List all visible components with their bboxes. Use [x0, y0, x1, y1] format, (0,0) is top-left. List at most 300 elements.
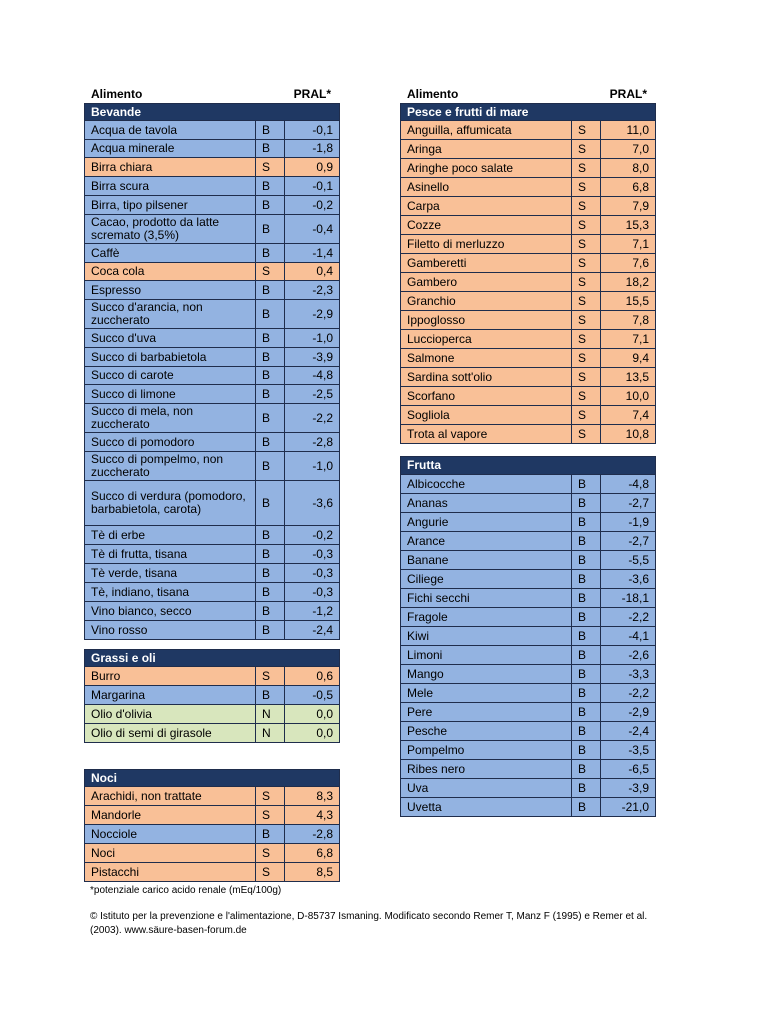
category-code: S [572, 197, 601, 216]
food-name: Caffè [85, 244, 256, 263]
table-row [401, 425, 656, 444]
pral-value: -0,1 [285, 177, 340, 196]
category-code: B [256, 452, 285, 481]
table-row [85, 686, 340, 705]
food-name: Burro [85, 667, 256, 686]
category-code: S [572, 387, 601, 406]
table-row [401, 665, 656, 684]
food-name: Ribes nero [401, 760, 572, 779]
pral-value: 6,8 [601, 178, 656, 197]
pral-value: 0,6 [285, 667, 340, 686]
table-row [401, 311, 656, 330]
category-code: S [572, 349, 601, 368]
table-row [401, 741, 656, 760]
footnote: *potenziale carico acido renale (mEq/100g) [90, 885, 282, 896]
category-code: B [572, 703, 601, 722]
pral-value: 8,5 [285, 863, 340, 882]
food-name: Scorfano [401, 387, 572, 406]
category-code: B [572, 760, 601, 779]
food-name: Pistacchi [85, 863, 256, 882]
category-code: B [572, 722, 601, 741]
table-row [401, 532, 656, 551]
category-code: N [256, 724, 285, 743]
pral-value: 10,0 [601, 387, 656, 406]
category-code: S [572, 330, 601, 349]
table-row [85, 215, 340, 244]
pral-value: -2,9 [601, 703, 656, 722]
food-name: Acqua de tavola [85, 121, 256, 140]
table-row [401, 216, 656, 235]
category-code: B [256, 433, 285, 452]
category-code: B [256, 385, 285, 404]
food-name: Tè verde, tisana [85, 564, 256, 583]
frutta-table [400, 456, 656, 817]
food-name: Acqua minerale [85, 140, 256, 158]
category-code: B [256, 526, 285, 545]
food-name: Succo di limone [85, 385, 256, 404]
food-name: Vino bianco, secco [85, 602, 256, 621]
pral-value: 10,8 [601, 425, 656, 444]
category-code: B [256, 281, 285, 300]
food-name: Carpa [401, 197, 572, 216]
table-row [85, 385, 340, 404]
table-row [85, 787, 340, 806]
food-name: Ciliege [401, 570, 572, 589]
pral-value: -4,1 [601, 627, 656, 646]
pral-column-label: PRAL* [609, 87, 647, 101]
pral-value: 9,4 [601, 349, 656, 368]
section-header [85, 770, 340, 787]
pesce-pral-table [400, 103, 656, 444]
food-name: Mele [401, 684, 572, 703]
category-code: B [572, 513, 601, 532]
food-name: Angurie [401, 513, 572, 532]
section-title: Grassi e oli [85, 650, 340, 667]
category-code: B [572, 608, 601, 627]
table-row [85, 806, 340, 825]
food-name: Birra chiara [85, 158, 256, 177]
category-code: B [572, 646, 601, 665]
table-row [401, 475, 656, 494]
food-name: Succo di carote [85, 367, 256, 385]
category-code: S [572, 216, 601, 235]
food-name: Olio d'olivia [85, 705, 256, 724]
pral-value: -3,9 [285, 348, 340, 367]
food-name: Succo di pompelmo, non zuccherato [85, 452, 256, 481]
food-name: Aringhe poco salate [401, 159, 572, 178]
category-code: B [256, 404, 285, 433]
table-row [85, 844, 340, 863]
category-code: B [256, 140, 285, 158]
food-name: Pompelmo [401, 741, 572, 760]
table-row [85, 244, 340, 263]
food-name: Tè di erbe [85, 526, 256, 545]
food-name: Uvetta [401, 798, 572, 817]
category-code: B [572, 665, 601, 684]
pral-value: 7,1 [601, 235, 656, 254]
pral-value: -2,2 [285, 404, 340, 433]
section-header [85, 650, 340, 667]
grassi-pral-table [84, 649, 340, 743]
food-name: Limoni [401, 646, 572, 665]
table-row [401, 235, 656, 254]
pral-value: 7,0 [601, 140, 656, 159]
table-row [85, 602, 340, 621]
pral-value: -1,8 [285, 140, 340, 158]
category-code: S [256, 844, 285, 863]
table-row [85, 621, 340, 640]
category-code: B [256, 825, 285, 844]
pral-value: -2,7 [601, 494, 656, 513]
table-row [401, 646, 656, 665]
category-code: B [256, 215, 285, 244]
frutta-pral-table [400, 456, 656, 817]
table-row [401, 513, 656, 532]
pral-value: -2,8 [285, 825, 340, 844]
food-column-label: Alimento [407, 87, 459, 101]
category-code: S [572, 235, 601, 254]
pral-value: -6,5 [601, 760, 656, 779]
food-name: Succo d'arancia, non zuccherato [85, 300, 256, 329]
bevande-pral-table [84, 103, 340, 640]
category-code: B [572, 475, 601, 494]
category-code: B [572, 551, 601, 570]
pral-value: -3,6 [601, 570, 656, 589]
copyright-notice: © Istituto per la prevenzione e l'alimentazione, D-85737 Ismaning. Modificato secondo Remer T, Manz F (1995) e Remer et al. (2003). www.säure-basen-forum.de [90, 911, 648, 936]
category-code: S [572, 254, 601, 273]
pral-value: -18,1 [601, 589, 656, 608]
table-row [401, 627, 656, 646]
table-row [85, 121, 340, 140]
table-row [85, 481, 340, 526]
category-code: B [256, 583, 285, 602]
pral-value: 0,9 [285, 158, 340, 177]
food-name: Pere [401, 703, 572, 722]
category-code: B [572, 589, 601, 608]
category-code: B [256, 621, 285, 640]
table-row [85, 263, 340, 281]
category-code: B [256, 564, 285, 583]
table-row [85, 667, 340, 686]
pral-value: -3,6 [285, 481, 340, 526]
food-name: Arance [401, 532, 572, 551]
food-name: Sardina sott'olio [401, 368, 572, 387]
table-row [401, 159, 656, 178]
food-name: Gambero [401, 273, 572, 292]
category-code: B [572, 798, 601, 817]
pral-value: -2,2 [601, 608, 656, 627]
food-name: Gamberetti [401, 254, 572, 273]
pral-value: -21,0 [601, 798, 656, 817]
table-row [401, 494, 656, 513]
table-row [85, 583, 340, 602]
food-name: Tè di frutta, tisana [85, 545, 256, 564]
table-row [401, 330, 656, 349]
pral-value: -2,5 [285, 385, 340, 404]
section-title: Noci [85, 770, 340, 787]
category-code: S [256, 787, 285, 806]
food-name: Cozze [401, 216, 572, 235]
category-code: B [572, 532, 601, 551]
table-row [85, 196, 340, 215]
table-row [85, 825, 340, 844]
food-name: Cacao, prodotto da latte scremato (3,5%) [85, 215, 256, 244]
category-code: B [256, 481, 285, 526]
category-code: B [256, 686, 285, 705]
food-name: Succo di barbabietola [85, 348, 256, 367]
pral-value: -0,2 [285, 196, 340, 215]
pral-value: 0,0 [285, 724, 340, 743]
food-name: Granchio [401, 292, 572, 311]
food-name: Asinello [401, 178, 572, 197]
food-name: Filetto di merluzzo [401, 235, 572, 254]
category-code: S [572, 425, 601, 444]
category-code: N [256, 705, 285, 724]
section-title: Pesce e frutti di mare [401, 104, 656, 121]
table-row [401, 368, 656, 387]
category-code: S [572, 140, 601, 159]
table-row [401, 684, 656, 703]
food-name: Arachidi, non trattate [85, 787, 256, 806]
pral-value: 13,5 [601, 368, 656, 387]
table-row [85, 177, 340, 196]
table-row [85, 564, 340, 583]
category-code: B [572, 627, 601, 646]
food-name: Uva [401, 779, 572, 798]
pral-value: -3,9 [601, 779, 656, 798]
food-name: Fragole [401, 608, 572, 627]
category-code: S [572, 311, 601, 330]
bevande-table [84, 103, 340, 640]
pral-value: -0,5 [285, 686, 340, 705]
table-row [401, 178, 656, 197]
table-row [85, 367, 340, 385]
pral-value: -1,9 [601, 513, 656, 532]
table-row [85, 724, 340, 743]
category-code: S [572, 292, 601, 311]
pral-value: -2,8 [285, 433, 340, 452]
pral-value: 6,8 [285, 844, 340, 863]
category-code: S [256, 863, 285, 882]
table-row [85, 526, 340, 545]
pral-value: -2,4 [601, 722, 656, 741]
food-name: Tè, indiano, tisana [85, 583, 256, 602]
category-code: S [572, 159, 601, 178]
table-row [401, 589, 656, 608]
food-name: Ananas [401, 494, 572, 513]
table-row [401, 406, 656, 425]
section-title: Bevande [85, 104, 340, 121]
noci-pral-table [84, 769, 340, 882]
pral-value: -1,0 [285, 329, 340, 348]
table-row [85, 452, 340, 481]
table-row [85, 300, 340, 329]
food-name: Banane [401, 551, 572, 570]
category-code: S [256, 158, 285, 177]
right-column-header [400, 87, 655, 101]
table-row [401, 608, 656, 627]
pral-value: 0,4 [285, 263, 340, 281]
section-title: Frutta [401, 457, 656, 475]
category-code: S [256, 263, 285, 281]
food-name: Albicocche [401, 475, 572, 494]
category-code: B [256, 367, 285, 385]
pral-value: 8,0 [601, 159, 656, 178]
pral-value: 8,3 [285, 787, 340, 806]
pral-value: 11,0 [601, 121, 656, 140]
table-row [401, 140, 656, 159]
food-name: Succo di pomodoro [85, 433, 256, 452]
pral-value: -1,2 [285, 602, 340, 621]
pesce-table [400, 103, 656, 444]
food-name: Trota al vapore [401, 425, 572, 444]
category-code: S [572, 368, 601, 387]
category-code: B [256, 196, 285, 215]
pral-value: -1,0 [285, 452, 340, 481]
table-row [85, 140, 340, 158]
category-code: S [572, 178, 601, 197]
food-name: Ippoglosso [401, 311, 572, 330]
category-code: B [256, 177, 285, 196]
category-code: B [256, 545, 285, 564]
food-name: Mango [401, 665, 572, 684]
table-row [85, 348, 340, 367]
food-name: Noci [85, 844, 256, 863]
table-row [401, 273, 656, 292]
pral-value: 4,3 [285, 806, 340, 825]
table-row [85, 329, 340, 348]
table-row [85, 158, 340, 177]
noci-table [84, 769, 340, 882]
food-name: Espresso [85, 281, 256, 300]
food-name: Olio di semi di girasole [85, 724, 256, 743]
food-name: Coca cola [85, 263, 256, 281]
category-code: B [572, 779, 601, 798]
food-name: Fichi secchi [401, 589, 572, 608]
pral-value: -2,3 [285, 281, 340, 300]
table-row [85, 281, 340, 300]
pral-value: -0,1 [285, 121, 340, 140]
category-code: S [256, 806, 285, 825]
category-code: S [572, 406, 601, 425]
pral-value: 15,3 [601, 216, 656, 235]
food-name: Salmone [401, 349, 572, 368]
food-name: Aringa [401, 140, 572, 159]
food-name: Succo di verdura (pomodoro, barbabietola, carota) [85, 481, 256, 526]
pral-value: 7,9 [601, 197, 656, 216]
pral-value: -2,2 [601, 684, 656, 703]
pral-value: -0,3 [285, 545, 340, 564]
food-name: Kiwi [401, 627, 572, 646]
food-name: Vino rosso [85, 621, 256, 640]
food-name: Pesche [401, 722, 572, 741]
section-header [401, 457, 656, 475]
pral-value: -5,5 [601, 551, 656, 570]
category-code: B [572, 494, 601, 513]
pral-value: -3,3 [601, 665, 656, 684]
food-column-label: Alimento [91, 87, 143, 101]
pral-value: 7,6 [601, 254, 656, 273]
pral-value: 0,0 [285, 705, 340, 724]
table-row [401, 703, 656, 722]
pral-value: -4,8 [285, 367, 340, 385]
pral-value: -0,4 [285, 215, 340, 244]
table-row [401, 570, 656, 589]
table-row [401, 798, 656, 817]
category-code: B [256, 300, 285, 329]
table-row [401, 551, 656, 570]
pral-value: -0,2 [285, 526, 340, 545]
pral-value: 18,2 [601, 273, 656, 292]
table-row [401, 387, 656, 406]
table-row [401, 349, 656, 368]
pral-value: -2,7 [601, 532, 656, 551]
category-code: B [256, 348, 285, 367]
pral-value: -4,8 [601, 475, 656, 494]
table-row [85, 863, 340, 882]
table-row [85, 404, 340, 433]
food-name: Margarina [85, 686, 256, 705]
table-row [401, 197, 656, 216]
category-code: S [572, 121, 601, 140]
food-name: Birra, tipo pilsener [85, 196, 256, 215]
category-code: B [572, 684, 601, 703]
table-row [401, 121, 656, 140]
category-code: B [256, 602, 285, 621]
category-code: B [572, 741, 601, 760]
category-code: S [572, 273, 601, 292]
table-row [401, 254, 656, 273]
pral-value: 7,1 [601, 330, 656, 349]
pral-value: -2,6 [601, 646, 656, 665]
pral-value: -2,4 [285, 621, 340, 640]
food-name: Birra scura [85, 177, 256, 196]
table-row [85, 545, 340, 564]
pral-value: -1,4 [285, 244, 340, 263]
category-code: B [256, 244, 285, 263]
food-name: Nocciole [85, 825, 256, 844]
food-name: Succo di mela, non zuccherato [85, 404, 256, 433]
pral-value: -3,5 [601, 741, 656, 760]
category-code: B [256, 329, 285, 348]
table-row [401, 292, 656, 311]
section-header [401, 104, 656, 121]
table-row [401, 760, 656, 779]
food-name: Anguilla, affumicata [401, 121, 572, 140]
pral-value: -0,3 [285, 564, 340, 583]
pral-value: -2,9 [285, 300, 340, 329]
pral-value: 7,4 [601, 406, 656, 425]
left-column-header [84, 87, 339, 101]
section-header [85, 104, 340, 121]
pral-value: 15,5 [601, 292, 656, 311]
table-row [85, 705, 340, 724]
category-code: S [256, 667, 285, 686]
food-name: Sogliola [401, 406, 572, 425]
table-row [85, 433, 340, 452]
table-row [401, 779, 656, 798]
category-code: B [256, 121, 285, 140]
table-row [401, 722, 656, 741]
category-code: B [572, 570, 601, 589]
food-name: Luccioperca [401, 330, 572, 349]
food-name: Mandorle [85, 806, 256, 825]
grassi-table [84, 649, 340, 743]
food-name: Succo d'uva [85, 329, 256, 348]
pral-value: -0,3 [285, 583, 340, 602]
pral-column-label: PRAL* [293, 87, 331, 101]
pral-value: 7,8 [601, 311, 656, 330]
